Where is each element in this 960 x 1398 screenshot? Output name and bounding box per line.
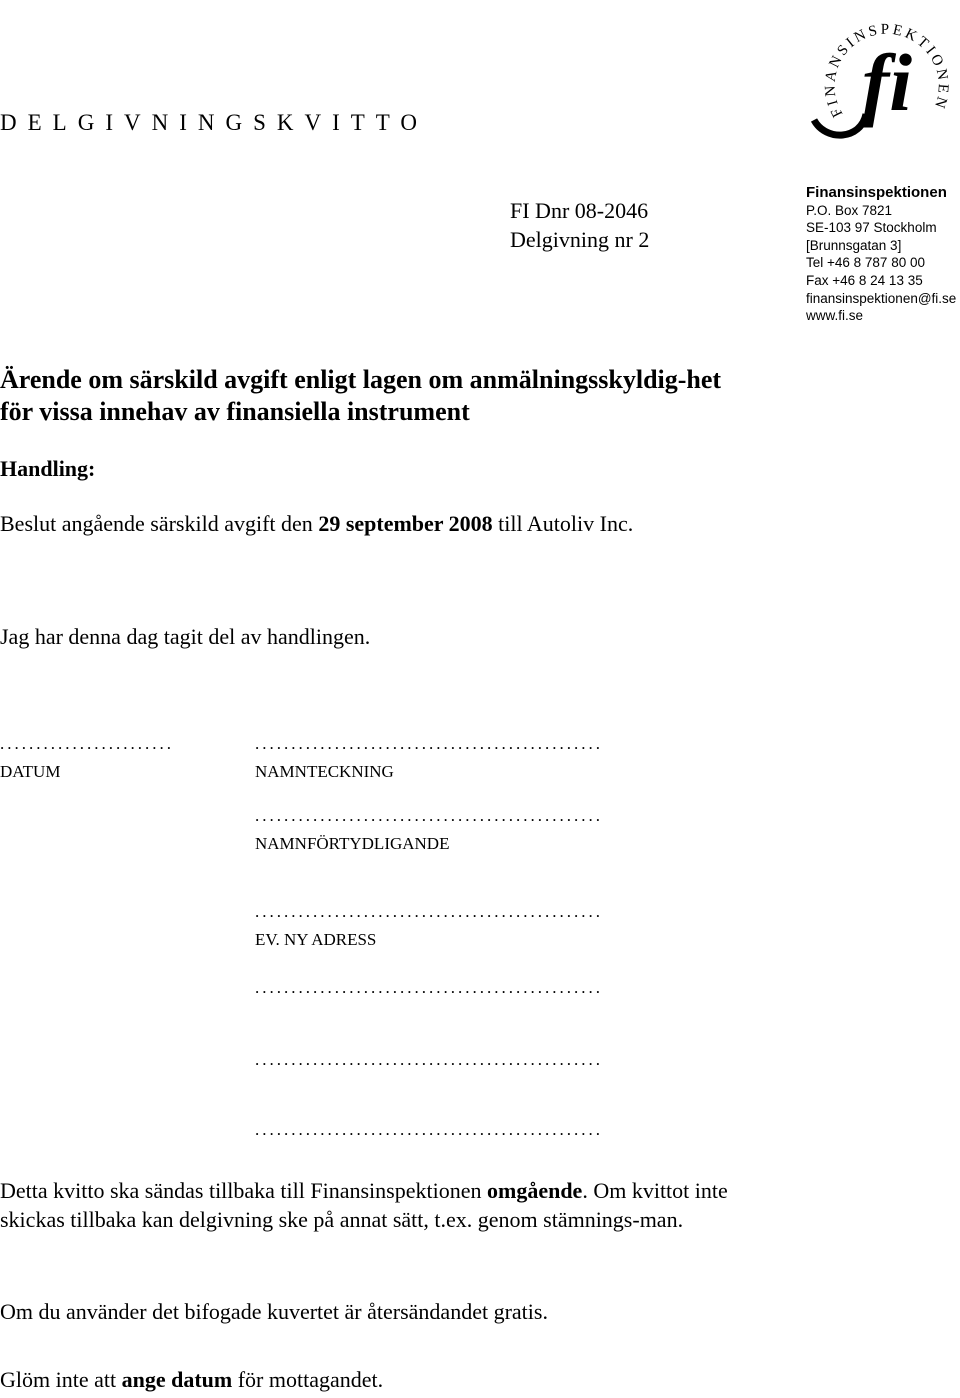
reminder-bold: ange datum <box>121 1367 233 1392</box>
svg-text:fi: fi <box>862 37 913 128</box>
handling-label: Handling: <box>0 456 96 481</box>
date-label: DATUM <box>0 762 61 781</box>
decision-post: till Autoliv Inc. <box>492 511 634 536</box>
address-field-line-3[interactable]: ................................................ <box>255 1050 603 1069</box>
return-instructions <box>0 1176 780 1234</box>
svg-text:FINANSINSPEKTIONEN: FINANSINSPEKTIONEN <box>822 21 951 120</box>
address-label: EV. NY ADRESS <box>255 930 377 949</box>
decision-text <box>0 511 633 537</box>
return-bold: omgående <box>487 1178 583 1203</box>
case-reference <box>510 196 649 254</box>
reminder-pre: Glöm inte att <box>0 1367 122 1392</box>
envelope-note: Om du använder det bifogade kuvertet är återsändandet gratis. <box>0 1299 548 1324</box>
address-field-line-4[interactable]: ................................................ <box>255 1120 603 1139</box>
sender-address-block <box>806 184 956 325</box>
date-field-line[interactable]: ........................ <box>0 734 174 753</box>
delivery-number: Delgivning nr 2 <box>510 227 650 252</box>
sender-fax: Fax +46 8 24 13 35 <box>806 272 923 288</box>
decision-date: 29 september 2008 <box>318 511 493 536</box>
sender-email: finansinspektionen@fi.se <box>806 290 957 306</box>
return-post: . Om kvittot inte skickas tillbaka kan delgivning ske på annat sätt, t.ex. genom stämnings-man. <box>0 1178 728 1232</box>
sender-po-box: P.O. Box 7821 <box>806 202 893 218</box>
address-field-line-1[interactable]: ................................................ <box>255 902 603 921</box>
acknowledgement-text: Jag har denna dag tagit del av handlingen. <box>0 624 371 649</box>
decision-pre: Beslut angående särskild avgift den <box>0 511 319 536</box>
signature-label: NAMNTECKNING <box>255 762 394 781</box>
matter-heading: Ärende om särskild avgift enligt lagen om anmälningsskyldig-het för vissa innehav av finansiella instrument <box>0 365 722 426</box>
sender-name: Finansinspektionen <box>806 184 947 201</box>
address-field-line-2[interactable]: ................................................ <box>255 978 603 997</box>
sender-web: www.fi.se <box>806 308 864 324</box>
sender-postal: SE-103 97 Stockholm <box>806 220 937 236</box>
sender-street: [Brunnsgatan 3] <box>806 237 902 253</box>
date-reminder <box>0 1367 383 1393</box>
signature-field-line[interactable]: ................................................ <box>255 734 603 753</box>
sender-tel: Tel +46 8 787 80 00 <box>806 255 925 271</box>
name-clarification-field-line[interactable]: ................................................ <box>255 806 603 825</box>
document-title: DELGIVNINGSKVITTO <box>0 110 429 135</box>
reminder-post: för mottagandet. <box>232 1367 384 1392</box>
case-number: FI Dnr 08-2046 <box>510 198 649 223</box>
finansinspektionen-logo <box>806 2 960 142</box>
return-pre: Detta kvitto ska sändas tillbaka till Finansinspektionen <box>0 1178 487 1203</box>
name-clarification-label: NAMNFÖRTYDLIGANDE <box>255 834 450 853</box>
